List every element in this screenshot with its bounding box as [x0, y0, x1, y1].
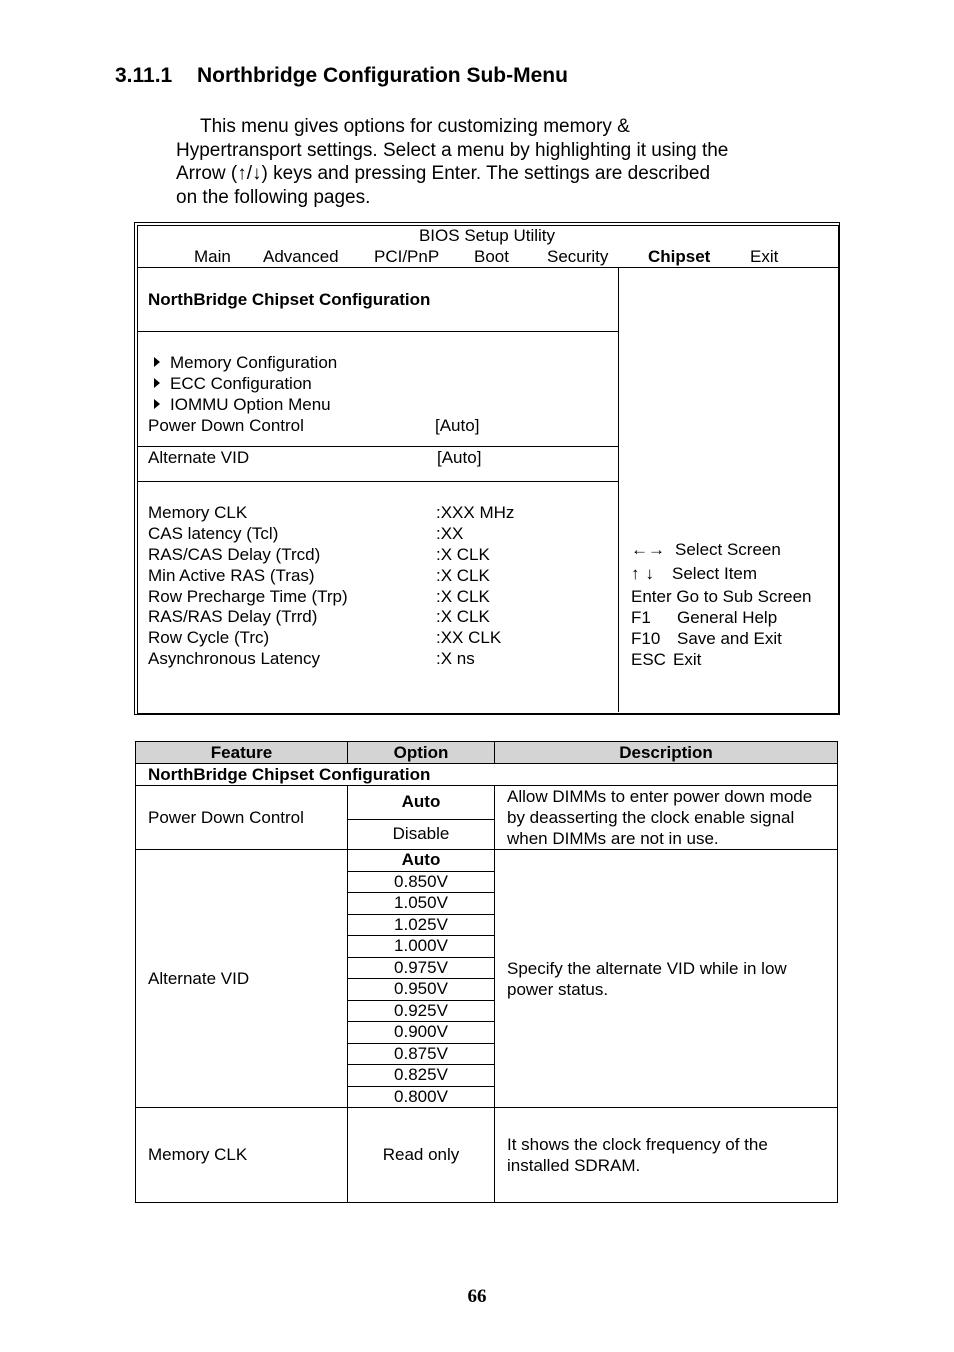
alternate-vid-label[interactable]: Alternate VID: [148, 448, 250, 467]
description-cell: Specify the alternate VID while in low power status.: [495, 850, 838, 1108]
triangle-right-icon: [154, 399, 160, 409]
help-select-screen: ←→ Select Screen: [631, 540, 781, 559]
table-header-row: [136, 742, 838, 764]
table-section-title: NorthBridge Chipset Configuration: [136, 764, 838, 786]
submenu-iommu-option-menu[interactable]: IOMMU Option Menu: [154, 395, 331, 415]
table-row: [136, 850, 838, 872]
feature-table: [135, 741, 838, 1203]
option-cell: 0.900V: [348, 1022, 495, 1044]
section-divider: [137, 331, 618, 332]
option-cell: Read only: [348, 1108, 495, 1203]
option-cell: 0.875V: [348, 1043, 495, 1065]
triangle-right-icon: [154, 378, 160, 388]
intro-paragraph: [176, 115, 796, 209]
triangle-right-icon: [154, 357, 160, 367]
arrow-left-right-icon: ←→: [631, 540, 665, 559]
option-cell: 1.025V: [348, 914, 495, 936]
panel-title: NorthBridge Chipset Configuration: [148, 290, 431, 309]
page-number: 66: [467, 1286, 487, 1307]
arrow-up-down-icon: ↑↓: [631, 564, 660, 583]
option-cell: 0.800V: [348, 1086, 495, 1108]
description-cell: Allow DIMMs to enter power down mode by deasserting the clock enable signal when DIMMs are not in use.: [495, 786, 838, 850]
menu-boot[interactable]: Boot: [474, 247, 509, 266]
option-cell: 0.825V: [348, 1065, 495, 1087]
arrow-up-down-icon: ↑/↓: [237, 163, 262, 184]
mem-label: Memory CLK: [148, 503, 248, 522]
table-section-row: [136, 764, 838, 786]
mem-label: Row Precharge Time (Trp): [148, 587, 348, 606]
mem-value: :XX: [436, 524, 464, 543]
help-f10: F10 Save and Exit: [631, 629, 782, 648]
bios-title: BIOS Setup Utility: [418, 226, 556, 245]
option-cell: 0.975V: [348, 957, 495, 979]
help-select-item: ↑↓ Select Item: [631, 564, 758, 583]
mem-value: :X ns: [436, 649, 475, 668]
option-cell: 1.050V: [348, 893, 495, 915]
header-option: Option: [348, 742, 495, 764]
panel-divider: [618, 267, 619, 712]
help-esc: ESC Exit: [631, 650, 702, 669]
mem-value: :X CLK: [436, 607, 490, 626]
mem-value: :XX CLK: [436, 628, 502, 647]
option-cell: Auto: [348, 850, 495, 872]
option-cell: 0.925V: [348, 1000, 495, 1022]
menu-advanced[interactable]: Advanced: [263, 247, 339, 266]
mem-value: :X CLK: [436, 587, 490, 606]
description-cell: It shows the clock frequency of the installed SDRAM.: [495, 1108, 838, 1203]
menu-chipset[interactable]: Chipset: [648, 247, 711, 266]
feature-cell: Power Down Control: [136, 786, 348, 850]
mem-label: Min Active RAS (Tras): [148, 566, 315, 585]
help-f1: F1 General Help: [631, 608, 778, 627]
menu-pci-pnp[interactable]: PCI/PnP: [374, 247, 440, 266]
feature-cell: Alternate VID: [136, 850, 348, 1108]
option-cell: Auto: [348, 786, 495, 820]
submenu-ecc-configuration[interactable]: ECC Configuration: [154, 374, 312, 394]
section-number: 3.11.1: [115, 64, 173, 87]
menu-divider: [137, 267, 838, 268]
table-row: [136, 1108, 838, 1203]
menu-security[interactable]: Security: [547, 247, 609, 266]
option-cell: 0.950V: [348, 979, 495, 1001]
alternate-vid-value[interactable]: [Auto]: [437, 448, 482, 467]
section-divider: [137, 481, 618, 482]
section-divider: [137, 446, 618, 447]
section-heading: [115, 64, 568, 88]
mem-value: :X CLK: [436, 545, 490, 564]
mem-label: RAS/CAS Delay (Trcd): [148, 545, 321, 564]
option-cell: 0.850V: [348, 871, 495, 893]
option-cell: 1.000V: [348, 936, 495, 958]
intro-line: Arrow (↑/↓) keys and pressing Enter. The settings are described: [176, 163, 711, 184]
option-cell: Disable: [348, 819, 495, 849]
intro-line: on the following pages.: [176, 186, 371, 208]
header-feature: Feature: [136, 742, 348, 764]
mem-value: :XXX MHz: [436, 503, 515, 522]
intro-line: Hypertransport settings. Select a menu by highlighting it using the: [176, 139, 729, 161]
power-down-value[interactable]: [Auto]: [435, 416, 480, 435]
section-title: Northbridge Configuration Sub-Menu: [197, 64, 568, 87]
menu-exit[interactable]: Exit: [750, 247, 779, 266]
menu-main[interactable]: Main: [194, 247, 231, 266]
power-down-label[interactable]: Power Down Control: [148, 416, 304, 435]
mem-value: :X CLK: [436, 566, 490, 585]
mem-label: Asynchronous Latency: [148, 649, 320, 668]
table-row: [136, 786, 838, 820]
mem-label: RAS/RAS Delay (Trrd): [148, 607, 318, 626]
intro-line: This menu gives options for customizing memory &: [200, 116, 630, 137]
help-enter: Enter Go to Sub Screen: [631, 587, 812, 606]
feature-cell: Memory CLK: [136, 1108, 348, 1203]
mem-label: CAS latency (Tcl): [148, 524, 279, 543]
mem-label: Row Cycle (Trc): [148, 628, 270, 647]
header-description: Description: [495, 742, 838, 764]
submenu-memory-configuration[interactable]: Memory Configuration: [154, 353, 337, 373]
